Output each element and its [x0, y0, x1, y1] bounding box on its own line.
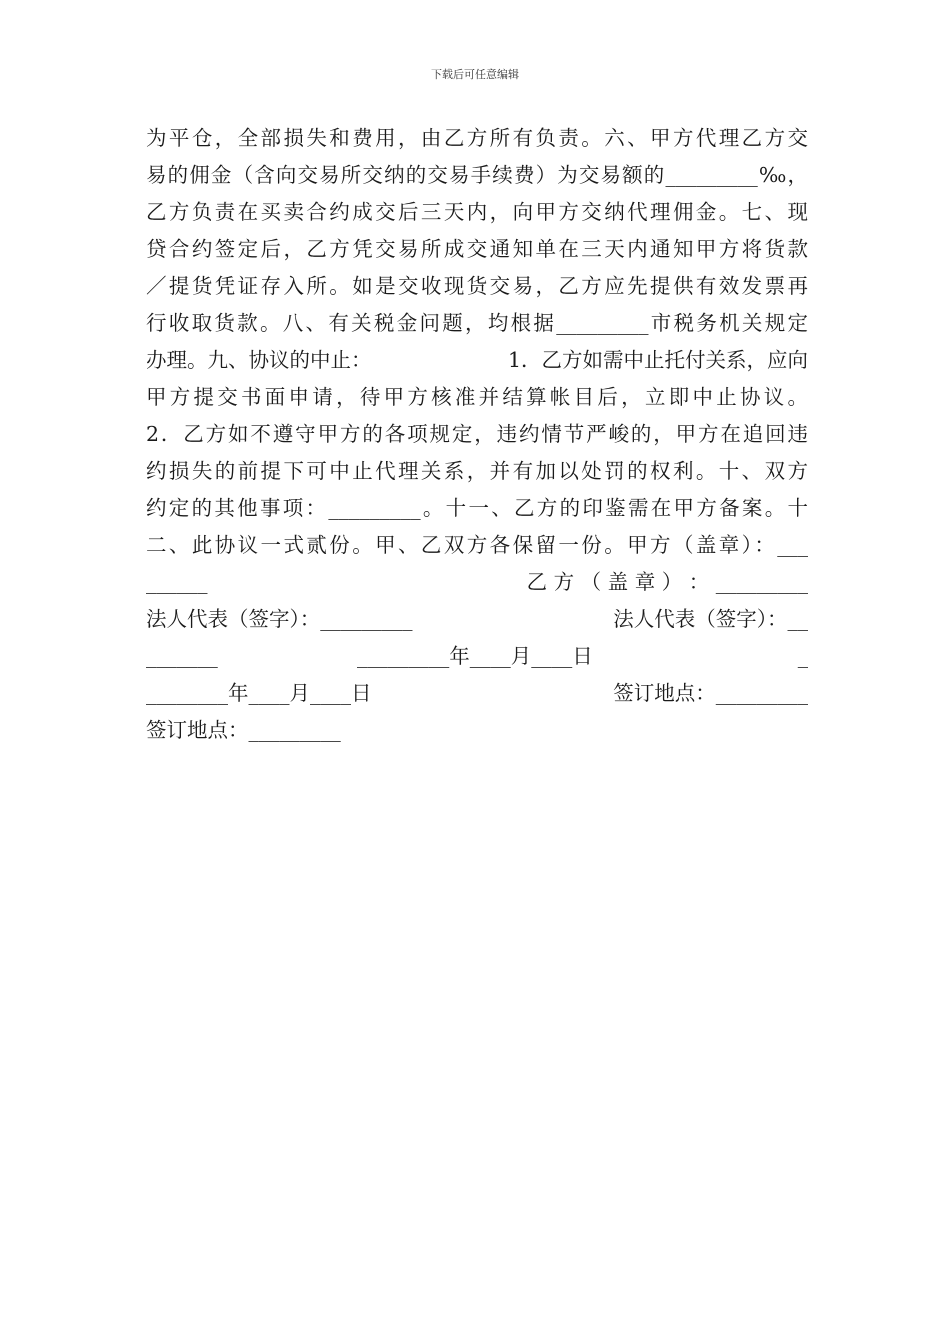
paragraph-line: 约损失的前提下可中止代理关系，并有加以处罚的权利。十、双方 — [146, 459, 808, 483]
signature-line — [146, 675, 808, 712]
section-nine-heading: 办理。九、协议的中止： — [146, 348, 372, 372]
party-b-date: ________年____月____日 — [146, 681, 372, 705]
paragraph-line: 2．乙方如不遵守甲方的各项规定，违约情节严峻的，甲方在追回违 — [146, 422, 808, 446]
paragraph-line: 贷合约签定后，乙方凭交易所成交通知单在三天内通知甲方将货款 — [146, 237, 808, 261]
termination-clause-1: 1．乙方如需中止托付关系，应向 — [507, 348, 808, 372]
paragraph-line: 易的佣金（含向交易所交纳的交易手续费）为交易额的_________‰， — [146, 163, 808, 187]
paragraph-line — [146, 342, 808, 379]
party-b-seal: 乙 方 （ 盖 章 ） ： _________ — [526, 570, 808, 594]
signature-line — [146, 712, 808, 749]
party-b-representative-blank: _______ — [146, 644, 218, 668]
paragraph-line: 乙方负责在买卖合约成交后三天内，向甲方交纳代理佣金。七、现 — [146, 200, 808, 224]
party-a-date: _________年____月____日 — [357, 644, 593, 668]
paragraph-line: 为平仓，全部损失和费用，由乙方所有负责。六、甲方代理乙方交 — [146, 126, 808, 150]
signature-line — [146, 564, 808, 601]
party-b-representative: 法人代表（签字）：__ — [613, 607, 808, 631]
signature-line — [146, 601, 808, 638]
signature-line — [146, 638, 808, 675]
party-b-date-start: _ — [797, 644, 808, 668]
paragraph-line: 约定的其他事项：_________。十一、乙方的印鉴需在甲方备案。十 — [146, 496, 808, 520]
paragraph-line: 甲方提交书面申请，待甲方核准并结算帐目后，立即中止协议。 — [146, 385, 808, 409]
party-a-seal-blank: ______ — [146, 570, 208, 594]
paragraph-line: 行收取货款。八、有关税金问题，均根据_________市税务机关规定 — [146, 311, 808, 335]
paragraph-line: ／提货凭证存入所。如是交收现货交易，乙方应先提供有效发票再 — [146, 274, 808, 298]
paragraph-line: 二、此协议一式贰份。甲、乙双方各保留一份。甲方（盖章）：___ — [146, 533, 808, 557]
party-b-signing-place: 签订地点：_________ — [146, 718, 341, 742]
party-a-representative: 法人代表（签字）：_________ — [146, 607, 413, 631]
page-header: 下载后可任意编辑 — [431, 68, 519, 81]
party-a-signing-place: 签订地点：_________ — [613, 681, 808, 705]
